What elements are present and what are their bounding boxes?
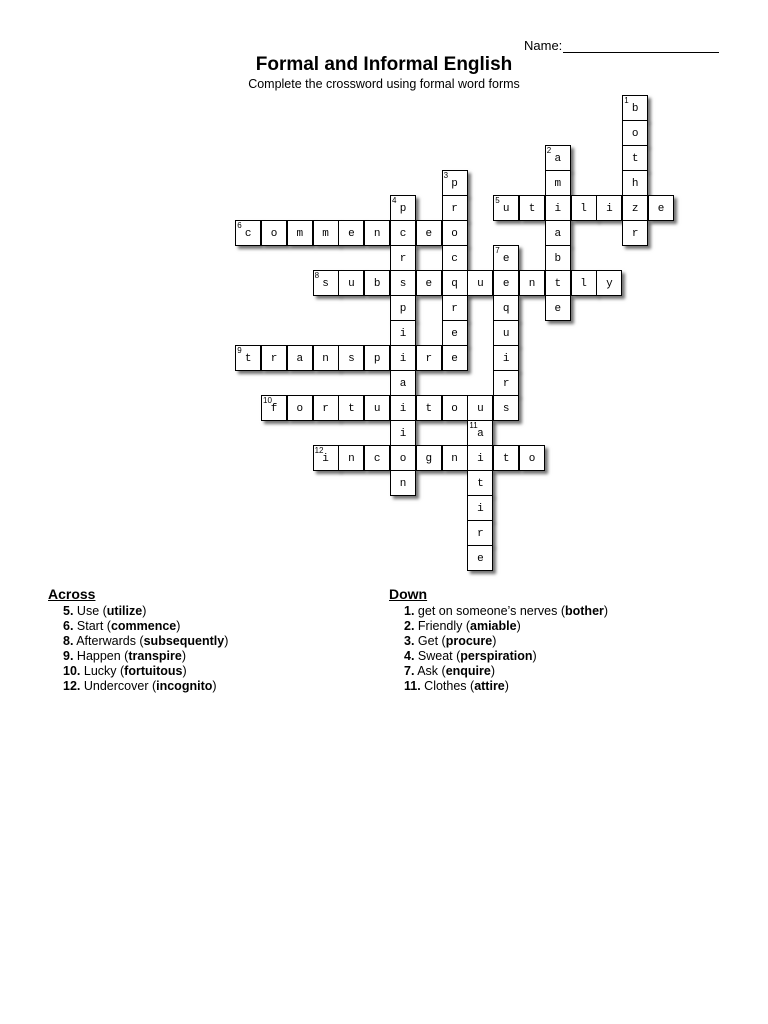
- grid-cell[interactable]: t: [338, 395, 364, 421]
- grid-cell[interactable]: r: [261, 345, 287, 371]
- clue-text: Clothes (: [420, 679, 475, 693]
- grid-cell[interactable]: e: [416, 270, 442, 296]
- clue-number-label: 11.: [404, 679, 421, 693]
- grid-cell[interactable]: u: [467, 395, 493, 421]
- grid-cell[interactable]: e: [416, 220, 442, 246]
- across-clues: [48, 586, 228, 694]
- grid-cell[interactable]: n: [390, 470, 416, 496]
- clue-number: 12: [314, 446, 324, 455]
- grid-cell[interactable]: n: [364, 220, 390, 246]
- clue-text: Get (: [414, 634, 446, 648]
- grid-cell[interactable]: r: [467, 520, 493, 546]
- grid-cell[interactable]: a: [545, 220, 571, 246]
- clue-close-paren: ): [603, 604, 609, 618]
- clue-text: Afterwards (: [73, 634, 144, 648]
- grid-cell[interactable]: t: [416, 395, 442, 421]
- grid-cell[interactable]: s: [390, 270, 416, 296]
- clue-close-paren: ): [224, 634, 229, 648]
- clue-answer: incognito: [156, 679, 213, 693]
- clue-number: 7: [495, 246, 500, 255]
- grid-cell[interactable]: a: [467, 420, 493, 446]
- clue-number: 3: [443, 171, 449, 180]
- clue-answer: perspiration: [460, 649, 533, 663]
- grid-cell[interactable]: o: [442, 395, 468, 421]
- clue-close-paren: ): [490, 664, 496, 678]
- clue-text: Start (: [73, 619, 111, 633]
- grid-cell[interactable]: b: [622, 95, 648, 121]
- grid-cell[interactable]: r: [416, 345, 442, 371]
- clue-number-label: 12.: [63, 679, 81, 693]
- grid-cell[interactable]: s: [313, 270, 339, 296]
- clue-number-label: 2.: [404, 619, 415, 633]
- grid-cell[interactable]: e: [338, 220, 364, 246]
- grid-cell[interactable]: p: [390, 295, 416, 321]
- clue-close-paren: ): [182, 664, 187, 678]
- grid-cell[interactable]: p: [390, 195, 416, 221]
- clue-answer: transpire: [128, 649, 182, 663]
- grid-cell[interactable]: z: [622, 195, 648, 221]
- grid-cell[interactable]: r: [313, 395, 339, 421]
- grid-cell[interactable]: s: [338, 345, 364, 371]
- clue-item: [404, 619, 608, 634]
- grid-cell[interactable]: m: [313, 220, 339, 246]
- grid-cell[interactable]: r: [442, 195, 468, 221]
- clue-number-label: 4.: [404, 649, 415, 663]
- clue-text: Ask (: [414, 664, 446, 678]
- clue-number: 6: [237, 221, 242, 230]
- grid-cell[interactable]: e: [467, 545, 493, 571]
- clue-answer: attire: [474, 679, 505, 693]
- grid-cell[interactable]: n: [519, 270, 545, 296]
- grid-cell[interactable]: i: [390, 395, 416, 421]
- clue-close-paren: ): [492, 634, 497, 648]
- grid-cell[interactable]: m: [287, 220, 313, 246]
- clue-close-paren: ): [142, 604, 147, 618]
- grid-cell[interactable]: l: [571, 195, 597, 221]
- grid-cell[interactable]: o: [442, 220, 468, 246]
- clue-number: 11: [469, 421, 478, 430]
- clue-text: Lucky (: [80, 664, 125, 678]
- grid-cell[interactable]: i: [596, 195, 622, 221]
- grid-cell[interactable]: t: [467, 470, 493, 496]
- clue-answer: enquire: [445, 664, 491, 678]
- grid-cell[interactable]: e: [442, 320, 468, 346]
- clue-answer: commence: [110, 619, 177, 633]
- grid-cell[interactable]: n: [442, 445, 468, 471]
- clue-number-label: 10.: [63, 664, 81, 678]
- down-clue-list: [389, 604, 608, 694]
- clue-number: 5: [495, 196, 500, 205]
- grid-cell[interactable]: u: [364, 395, 390, 421]
- grid-cell[interactable]: r: [442, 295, 468, 321]
- clue-number-label: 5.: [63, 604, 74, 618]
- grid-cell[interactable]: c: [390, 220, 416, 246]
- grid-cell[interactable]: o: [287, 395, 313, 421]
- grid-cell[interactable]: i: [390, 420, 416, 446]
- grid-cell[interactable]: i: [390, 345, 416, 371]
- clue-item: [63, 604, 228, 619]
- clue-item: [404, 634, 608, 649]
- clue-close-paren: ): [176, 619, 181, 633]
- clue-number: 9: [237, 346, 242, 355]
- grid-cell[interactable]: c: [442, 245, 468, 271]
- clue-item: [404, 679, 608, 694]
- grid-cell[interactable]: a: [545, 145, 571, 171]
- grid-cell[interactable]: f: [261, 395, 287, 421]
- grid-cell[interactable]: r: [390, 245, 416, 271]
- grid-cell[interactable]: i: [390, 320, 416, 346]
- clue-close-paren: ): [532, 649, 537, 663]
- grid-cell[interactable]: s: [493, 395, 519, 421]
- grid-cell[interactable]: e: [493, 245, 519, 271]
- across-clue-list: [48, 604, 228, 694]
- grid-cell[interactable]: m: [545, 170, 571, 196]
- grid-cell[interactable]: a: [287, 345, 313, 371]
- grid-cell[interactable]: i: [545, 195, 571, 221]
- clue-item: [63, 664, 228, 679]
- clue-close-paren: ): [504, 679, 509, 693]
- grid-cell[interactable]: e: [442, 345, 468, 371]
- clue-close-paren: ): [516, 619, 521, 633]
- clue-text: Friendly (: [414, 619, 471, 633]
- grid-cell[interactable]: t: [235, 345, 261, 371]
- across-heading: Across: [48, 586, 96, 602]
- clue-item: [404, 604, 608, 619]
- clue-item: [63, 649, 228, 664]
- grid-cell[interactable]: o: [261, 220, 287, 246]
- grid-cell[interactable]: i: [467, 495, 493, 521]
- clue-close-paren: ): [212, 679, 217, 693]
- grid-cell[interactable]: p: [364, 345, 390, 371]
- clue-item: [63, 634, 228, 649]
- grid-cell[interactable]: b: [545, 245, 571, 271]
- grid-cell[interactable]: y: [596, 270, 622, 296]
- clue-number-label: 8.: [63, 634, 74, 648]
- grid-cell[interactable]: e: [545, 295, 571, 321]
- clue-number-label: 7.: [404, 664, 415, 678]
- clue-number: 10: [263, 396, 272, 405]
- grid-cell[interactable]: e: [648, 195, 674, 221]
- grid-cell[interactable]: p: [442, 170, 468, 196]
- grid-cell[interactable]: i: [467, 445, 493, 471]
- grid-cell[interactable]: c: [364, 445, 390, 471]
- grid-cell[interactable]: r: [622, 220, 648, 246]
- grid-cell[interactable]: h: [622, 170, 648, 196]
- grid-cell[interactable]: u: [493, 195, 519, 221]
- clue-text: Happen (: [73, 649, 129, 663]
- clue-item: [63, 679, 228, 694]
- clue-answer: bother: [565, 604, 604, 618]
- grid-cell[interactable]: i: [493, 345, 519, 371]
- page-subtitle: Complete the crossword using formal word forms: [248, 77, 520, 91]
- clue-number: 8: [314, 271, 320, 280]
- grid-cell[interactable]: t: [622, 145, 648, 171]
- clue-number-label: 3.: [404, 634, 415, 648]
- clue-item: [404, 664, 608, 679]
- clue-answer: utilize: [106, 604, 143, 618]
- clue-number-label: 1.: [404, 604, 415, 618]
- grid-cell[interactable]: t: [545, 270, 571, 296]
- grid-cell[interactable]: e: [493, 270, 519, 296]
- down-clues: [389, 586, 608, 694]
- grid-cell[interactable]: u: [493, 320, 519, 346]
- grid-cell[interactable]: a: [390, 370, 416, 396]
- grid-cell[interactable]: t: [493, 445, 519, 471]
- grid-cell[interactable]: g: [416, 445, 442, 471]
- grid-cell[interactable]: o: [390, 445, 416, 471]
- clue-number: 1: [624, 96, 629, 105]
- grid-cell[interactable]: q: [493, 295, 519, 321]
- clue-item: [63, 619, 228, 634]
- grid-cell[interactable]: b: [364, 270, 390, 296]
- grid-cell[interactable]: o: [519, 445, 545, 471]
- grid-cell[interactable]: o: [622, 120, 648, 146]
- down-heading: Down: [389, 586, 428, 602]
- clue-text: Undercover (: [80, 679, 157, 693]
- clue-answer: amiable: [470, 619, 517, 633]
- grid-cell[interactable]: q: [442, 270, 468, 296]
- clue-number-label: 6.: [63, 619, 74, 633]
- clue-answer: subsequently: [143, 634, 225, 648]
- grid-cell[interactable]: n: [313, 345, 339, 371]
- clue-item: [404, 649, 608, 664]
- name-label: Name:: [524, 38, 563, 53]
- clue-text: Use (: [73, 604, 107, 618]
- clue-number: 4: [392, 196, 397, 205]
- clue-text: Sweat (: [414, 649, 461, 663]
- clue-text: get on someone’s nerves (: [414, 604, 565, 618]
- clue-number-label: 9.: [63, 649, 74, 663]
- grid-cell[interactable]: u: [467, 270, 493, 296]
- clue-number: 2: [546, 146, 552, 155]
- grid-cell[interactable]: r: [493, 370, 519, 396]
- page-title: Formal and Informal English: [255, 54, 513, 75]
- clue-answer: fortuitous: [124, 664, 183, 678]
- grid-cell[interactable]: u: [338, 270, 364, 296]
- grid-cell[interactable]: l: [571, 270, 597, 296]
- grid-cell[interactable]: t: [519, 195, 545, 221]
- clue-close-paren: ): [181, 649, 187, 663]
- grid-cell[interactable]: n: [338, 445, 364, 471]
- clue-answer: procure: [445, 634, 493, 648]
- grid-cell[interactable]: c: [235, 220, 261, 246]
- grid-cell[interactable]: i: [313, 445, 339, 471]
